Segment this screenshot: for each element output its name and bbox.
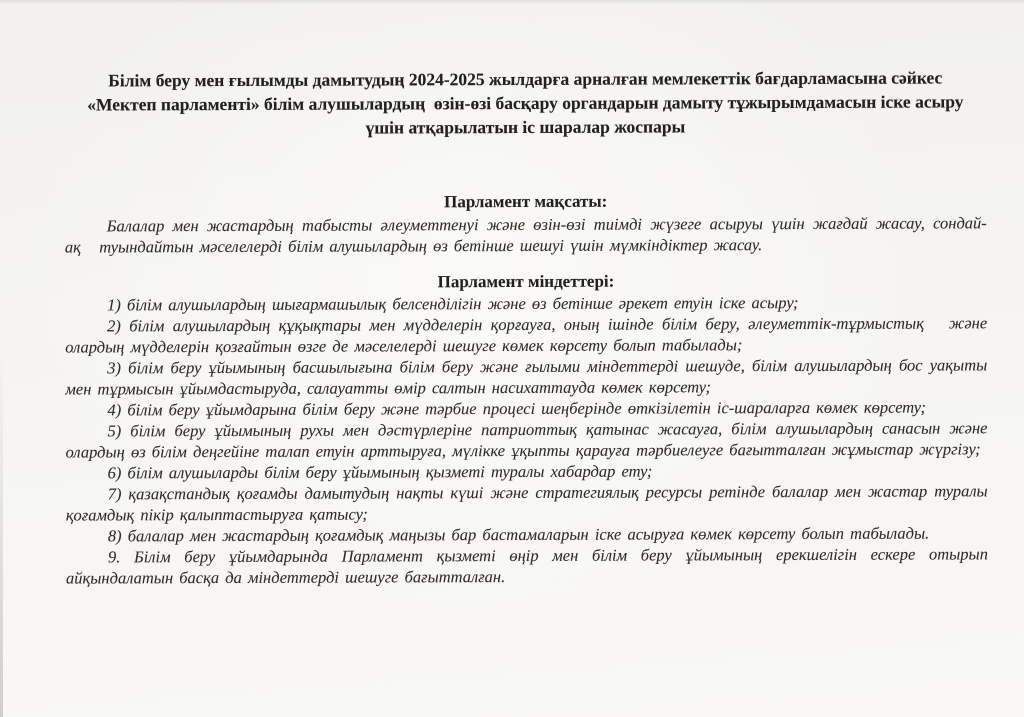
task-item-4: 4) білім беру ұйымдарына білім беру және тәрбие процесі шеңберінде өткізілетін іс-шараларға көмек көрсету;: [107, 397, 927, 420]
document-title-line-1: Білім беру мен ғылымды дамытудың 2024-2025 жылдарға арналған мемлекеттік бағдарламасына сәйкес: [108, 67, 943, 91]
task-item-9: 9. Білім беру ұйымдарында Парламент қызметі өңір мен білім беру ұйымының ерекшелігін ескере отырып айқындалатын басқа да міндеттерді шешуге бағытталған.: [65, 544, 988, 588]
task-item-6: 6) білім алушыларды білім беру ұйымының қызметі туралы хабардар ету;: [107, 461, 653, 483]
task-item-5: 5) білім беру ұйымының рухы мен дәстүрлеріне патриоттық қатынас жасауға, білім алушылардың санасын және олардың өз білім деңгейіне талап етуін арттыруға, мүлікке ұқыпты қарауға тәрбиелеуге бағытталған жұмыстар жүргізу;: [65, 418, 988, 462]
document-title-line-3: үшін атқарылатын іс шаралар жоспары: [365, 116, 686, 138]
goal-paragraph: Балалар мен жастардың табысты әлеуметтенуі және өзін-өзі тиімді жүзеге асыруы үшін жағдай жасау, сондай-ақ туындайтын мәселелерді білім алушылардың өз бетінше шешуі үшін мүмкіндіктер жасау.: [64, 213, 987, 257]
task-item-7: 7) қазақстандық қоғамды дамытудың нақты күші және стратегиялық ресурсы ретінде балалар мен жастар туралы қоғамдық пікір қалыптастыруға қатысу;: [65, 481, 988, 525]
section-heading-tasks: Парламент міндеттері:: [437, 271, 615, 292]
section-heading-goal: Парламент мақсаты:: [444, 191, 608, 212]
task-item-8: 8) балалар мен жастардың қоғамдық маңызы бар бастамаларын іске асыруға көмек көрсету болып табылады.: [107, 523, 930, 546]
task-item-3: 3) білім беру ұйымының басшылығына білім беру және ғылыми міндеттерді шешуде, білім алушылардың бос уақыты мен тұрмысын ұйымдастыруда, салауатты өмір салтын насихаттауда көмек көрсету;: [65, 355, 988, 399]
document-title-line-2: «Мектеп парламенті» білім алушылардың өзін-өзі басқару органдарын дамыту тұжырымдамасын іске асыру: [87, 91, 964, 115]
task-item-2: 2) білім алушылардың құқықтары мен мүдделерін қорғауға, оның ішінде білім беру, әлеуметтік-тұрмыстық және олардың мүдделерін қозғайтын өзге де мәселелерді шешуге көмек көрсету болып табылады;: [65, 313, 988, 357]
document-title: [64, 65, 986, 140]
task-item-1: 1) білім алушылардың шығармашылық белсенділігін және өз бетінше әрекет етуін іске асыру;: [107, 293, 799, 315]
